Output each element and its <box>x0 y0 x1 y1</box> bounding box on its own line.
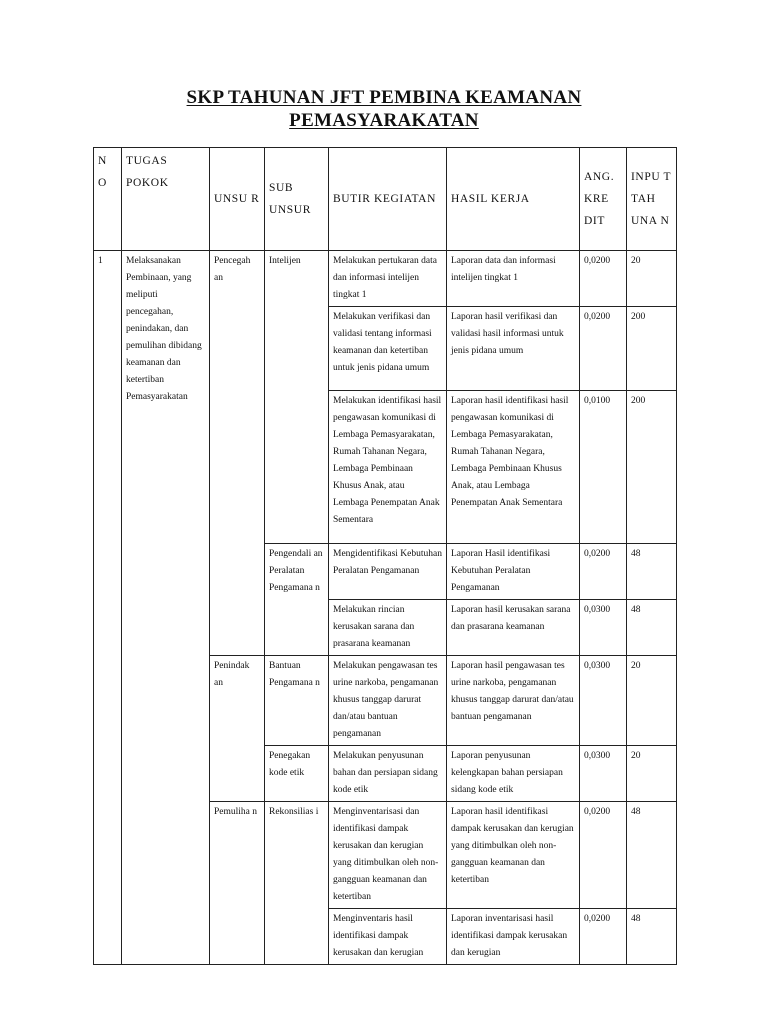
cell-sub-unsur-bantuan: Bantuan Pengamana n <box>265 656 329 746</box>
cell-butir-kegiatan: Melakukan pengawasan tes urine narkoba, pengamanan khusus tanggap darurat dan/atau bantuan pengamanan <box>329 656 447 746</box>
cell-butir-kegiatan: Melakukan identifikasi hasil pengawasan komunikasi di Lembaga Pemasyarakatan, Rumah Tahanan Negara, Lembaga Pembinaan Khusus Anak, atau Lembaga Penempatan Anak Sementara <box>329 391 447 544</box>
cell-butir-kegiatan: Menginventaris hasil identifikasi dampak kerusakan dan kerugian <box>329 909 447 965</box>
cell-sub-unsur-pengendalian: Pengendali an Peralatan Pengamana n <box>265 544 329 656</box>
cell-input-tahunan: 200 <box>627 307 677 391</box>
cell-butir-kegiatan: Menginventarisasi dan identifikasi dampak kerusakan dan kerugian yang ditimbulkan oleh non-gangguan keamanan dan ketertiban <box>329 802 447 909</box>
cell-butir-kegiatan: Melakukan verifikasi dan validasi tentang informasi keamanan dan ketertiban untuk jenis pidana umum <box>329 307 447 391</box>
cell-unsur-pemulihan: Pemuliha n <box>210 802 265 965</box>
cell-input-tahunan: 48 <box>627 600 677 656</box>
cell-input-tahunan: 20 <box>627 656 677 746</box>
header-unsur: UNSU R <box>210 148 265 251</box>
header-butir-kegiatan: BUTIR KEGIATAN <box>329 148 447 251</box>
cell-hasil-kerja: Laporan hasil pengawasan tes urine narkoba, pengamanan khusus tanggap darurat dan/atau bantuan pengamanan <box>447 656 580 746</box>
cell-angka-kredit: 0,0100 <box>580 391 627 544</box>
document-title-line2: PEMASYARAKATAN <box>289 110 479 131</box>
cell-input-tahunan: 20 <box>627 251 677 307</box>
cell-sub-unsur-penegakan: Penegakan kode etik <box>265 746 329 802</box>
cell-tugas-pokok: Melaksanakan Pembinaan, yang meliputi pencegahan, penindakan, dan pemulihan dibidang keamanan dan ketertiban Pemasyarakatan <box>122 251 210 965</box>
cell-hasil-kerja: Laporan hasil identifikasi hasil pengawasan komunikasi di Lembaga Pemasyarakatan, Rumah Tahanan Negara, Lembaga Pembinaan Khusus Anak, atau Lembaga Penempatan Anak Sementara <box>447 391 580 544</box>
cell-angka-kredit: 0,0300 <box>580 656 627 746</box>
header-sub-unsur: SUB UNSUR <box>265 148 329 251</box>
cell-hasil-kerja: Laporan inventarisasi hasil identifikasi dampak kerusakan dan kerugian <box>447 909 580 965</box>
cell-input-tahunan: 200 <box>627 391 677 544</box>
cell-hasil-kerja: Laporan hasil verifikasi dan validasi hasil informasi untuk jenis pidana umum <box>447 307 580 391</box>
table-header-row <box>94 148 677 251</box>
cell-angka-kredit: 0,0300 <box>580 600 627 656</box>
cell-hasil-kerja: Laporan hasil identifikasi dampak kerusakan dan kerugian yang ditimbulkan oleh non-gangguan keamanan dan ketertiban <box>447 802 580 909</box>
cell-butir-kegiatan: Melakukan penyusunan bahan dan persiapan sidang kode etik <box>329 746 447 802</box>
cell-sub-unsur-rekonsiliasi: Rekonsilias i <box>265 802 329 965</box>
table-row <box>94 251 677 307</box>
cell-angka-kredit: 0,0200 <box>580 307 627 391</box>
cell-sub-unsur-intelijen: Intelijen <box>265 251 329 544</box>
cell-angka-kredit: 0,0200 <box>580 544 627 600</box>
cell-input-tahunan: 20 <box>627 746 677 802</box>
cell-angka-kredit: 0,0300 <box>580 746 627 802</box>
cell-unsur-pencegahan: Pencegah an <box>210 251 265 656</box>
cell-no: 1 <box>94 251 122 965</box>
header-no: N O <box>94 148 122 251</box>
header-input-tahunan: INPU T TAH UNA N <box>627 148 677 251</box>
cell-butir-kegiatan: Mengidentifikasi Kebutuhan Peralatan Pengamanan <box>329 544 447 600</box>
header-angka-kredit: ANG. KRE DIT <box>580 148 627 251</box>
cell-angka-kredit: 0,0200 <box>580 909 627 965</box>
skp-table <box>93 147 677 965</box>
cell-unsur-penindakan: Penindak an <box>210 656 265 802</box>
cell-angka-kredit: 0,0200 <box>580 251 627 307</box>
cell-hasil-kerja: Laporan hasil kerusakan sarana dan prasarana keamanan <box>447 600 580 656</box>
cell-input-tahunan: 48 <box>627 544 677 600</box>
cell-hasil-kerja: Laporan Hasil identifikasi Kebutuhan Peralatan Pengamanan <box>447 544 580 600</box>
cell-hasil-kerja: Laporan penyusunan kelengkapan bahan persiapan sidang kode etik <box>447 746 580 802</box>
cell-butir-kegiatan: Melakukan rincian kerusakan sarana dan prasarana keamanan <box>329 600 447 656</box>
document-title-line1: SKP TAHUNAN JFT PEMBINA KEAMANAN <box>186 87 582 108</box>
header-hasil-kerja: HASIL KERJA <box>447 148 580 251</box>
cell-angka-kredit: 0,0200 <box>580 802 627 909</box>
cell-input-tahunan: 48 <box>627 909 677 965</box>
cell-input-tahunan: 48 <box>627 802 677 909</box>
cell-hasil-kerja: Laporan data dan informasi intelijen tingkat 1 <box>447 251 580 307</box>
header-tugas-pokok: TUGAS POKOK <box>122 148 210 251</box>
cell-butir-kegiatan: Melakukan pertukaran data dan informasi intelijen tingkat 1 <box>329 251 447 307</box>
